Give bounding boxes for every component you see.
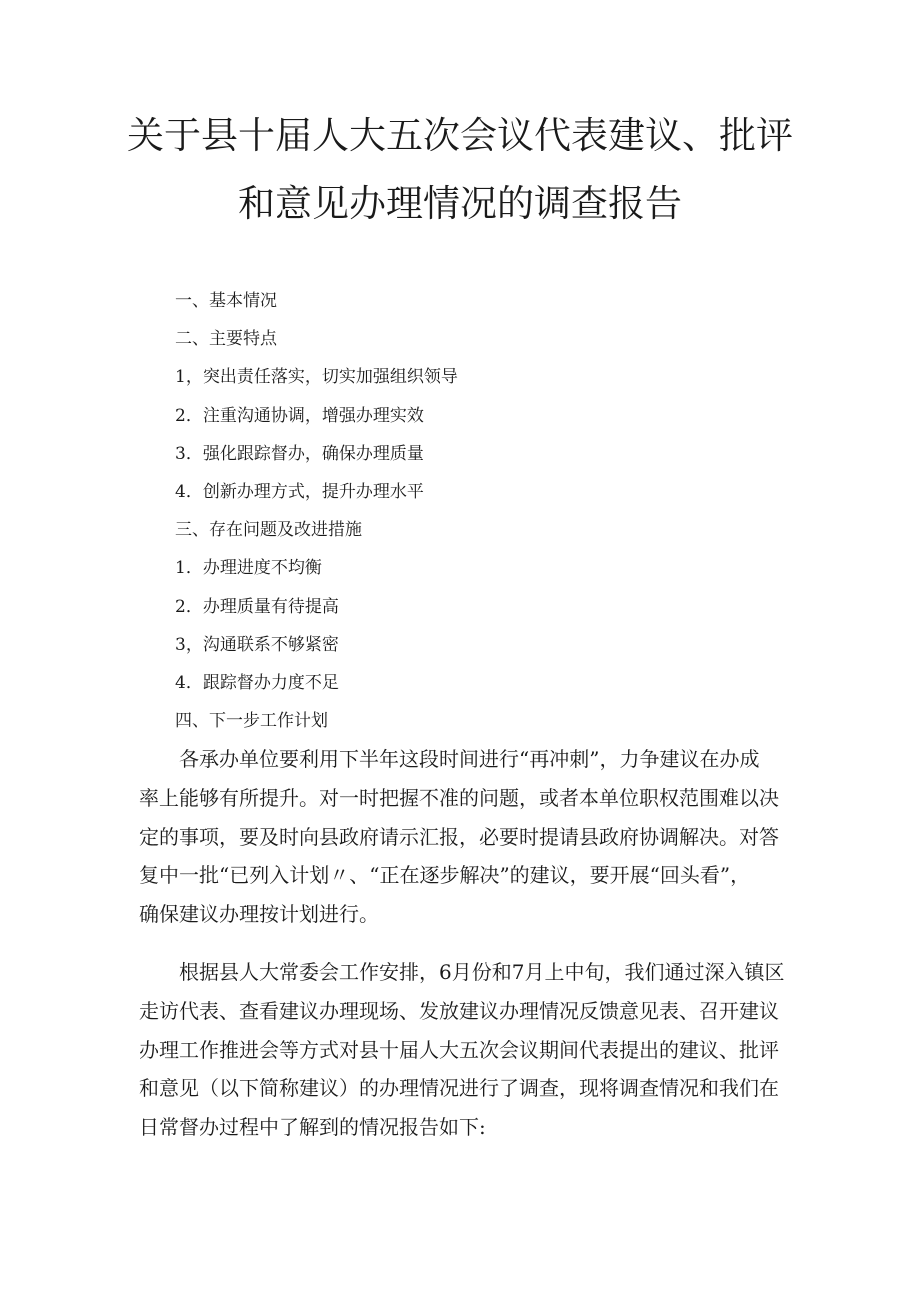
paragraph-line: 率上能够有所提升。对一时把握不准的问题，或者本单位职权范围难以决 <box>139 785 779 810</box>
paragraph-line: 走访代表、查看建议办理现场、发放建议办理情况反馈意见表、召开建议 <box>139 998 779 1023</box>
outline-item: 2．办理质量有待提高 <box>175 596 339 617</box>
section-heading-next-steps: 四、下一步工作计划 <box>175 711 328 732</box>
section-heading-problems: 三、存在问题及改进措施 <box>175 520 362 541</box>
section-heading-basic-situation: 一、基本情况 <box>175 291 277 311</box>
paragraph-line: 办理工作推进会等方式对县十届人大五次会议期间代表提出的建议、批评 <box>139 1037 779 1062</box>
outline-item: 1，突出责任落实，切实加强组织领导 <box>175 367 458 388</box>
paragraph-line: 和意见（以下简称建议）的办理情况进行了调查，现将调查情况和我们在 <box>139 1076 779 1101</box>
document-title-line-1: 关于县十届人大五次会议代表建议、批评 <box>127 114 793 157</box>
paragraph-line: 确保建议办理按计划进行。 <box>139 902 379 927</box>
body-paragraph-introduction <box>139 953 799 1147</box>
outline-list <box>175 282 775 740</box>
document-title-line-2: 和意见办理情况的调查报告 <box>238 182 682 225</box>
paragraph-line: 定的事项，要及时向县政府请示汇报，必要时提请县政府协调解决。对答 <box>139 824 779 849</box>
paragraph-line: 复中一批“已列入计划〃、“正在逐步解决”的建议，要开展“回头看”， <box>139 863 751 888</box>
paragraph-line: 各承办单位要利用下半年这段时间进行“再冲刺”，力争建议在办成 <box>139 747 760 771</box>
paragraph-line: 根据县人大常委会工作安排，6月份和7月上中旬，我们通过深入镇区 <box>139 960 785 984</box>
outline-item: 4．创新办理方式，提升办理水平 <box>175 481 424 502</box>
outline-item: 1．办理进度不均衡 <box>175 558 322 579</box>
outline-item: 3，沟通联系不够紧密 <box>175 634 339 655</box>
body-paragraph-next-steps <box>139 740 799 934</box>
outline-item: 3．强化跟踪督办，确保办理质量 <box>175 443 424 464</box>
outline-item: 2．注重沟通协调，增强办理实效 <box>175 405 424 426</box>
outline-item: 4．跟踪督办力度不足 <box>175 672 339 693</box>
paragraph-line: 日常督办过程中了解到的情况报告如下: <box>139 1115 486 1140</box>
section-heading-main-features: 二、主要特点 <box>175 329 277 350</box>
